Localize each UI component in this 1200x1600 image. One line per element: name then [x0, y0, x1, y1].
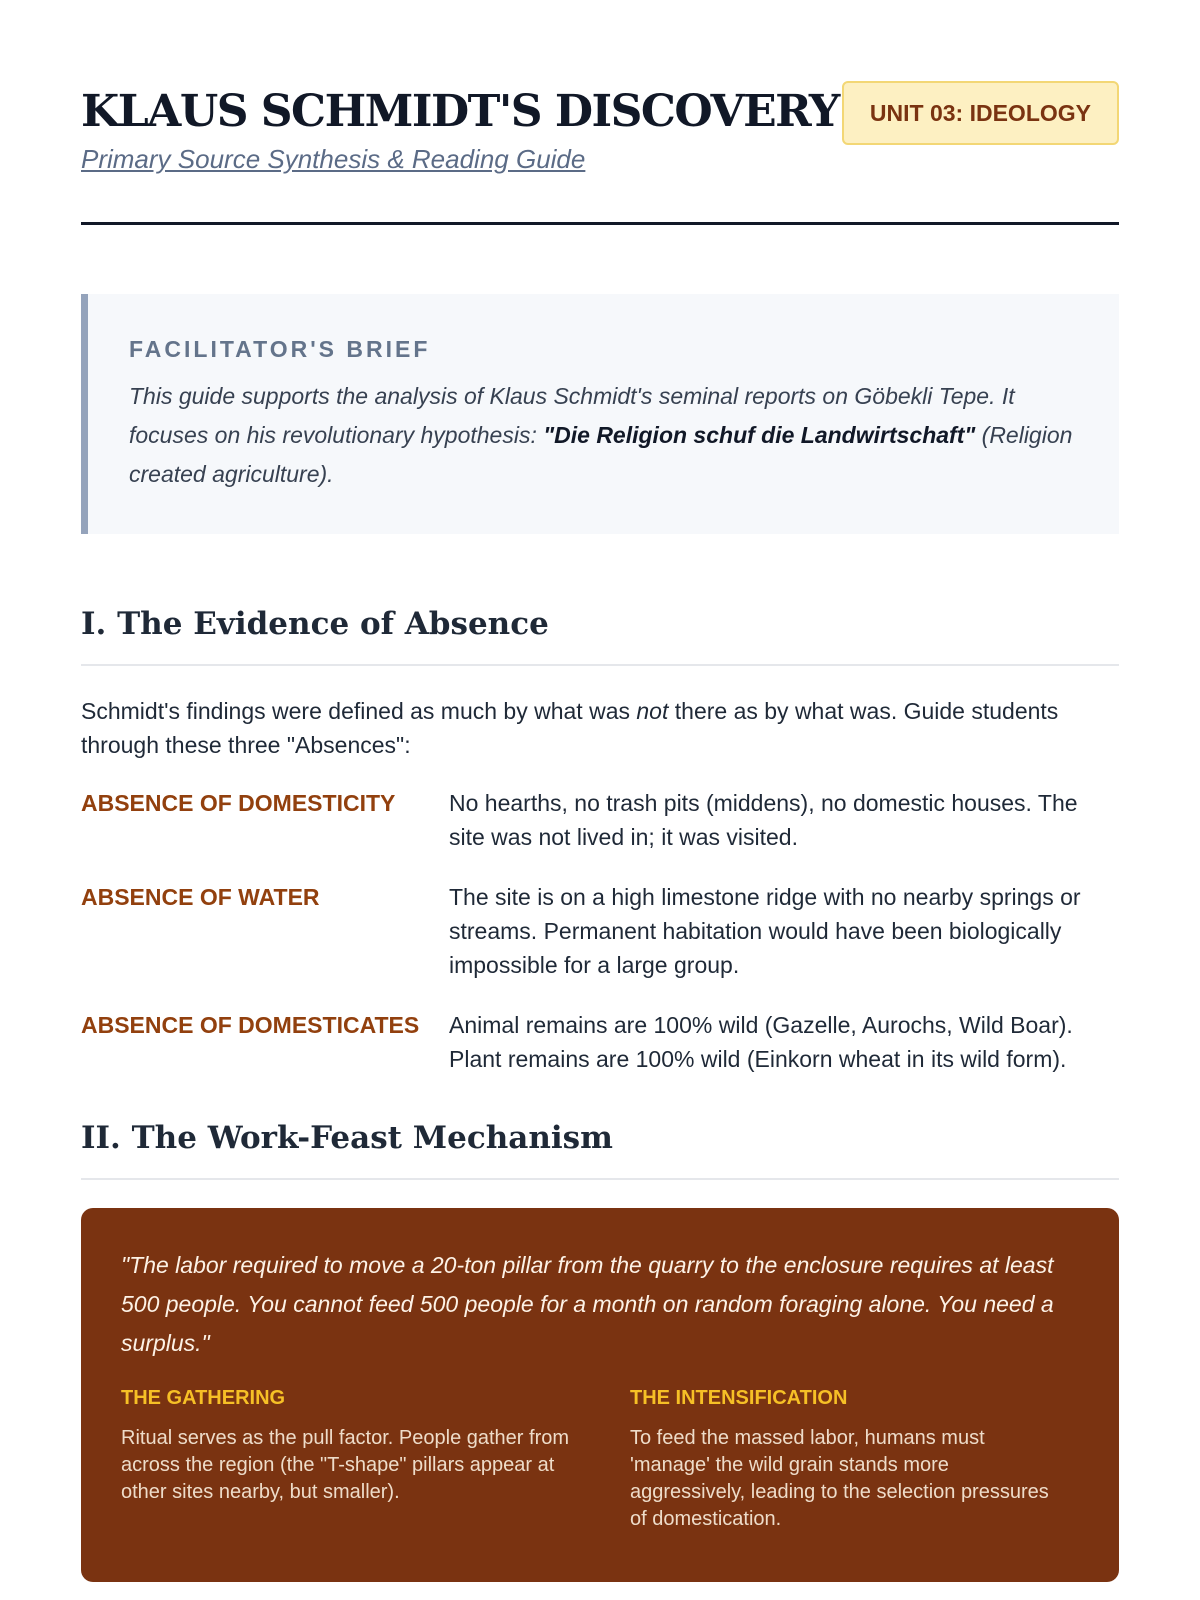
absence-item: [81, 880, 1119, 982]
absence-item: [81, 1008, 1119, 1076]
absence-description: Animal remains are 100% wild (Gazelle, Aurochs, Wild Boar). Plant remains are 100% wild (Einkorn wheat in its wild form).: [449, 1012, 1073, 1072]
mechanism-column: [121, 1385, 600, 1533]
section-title: I. The Evidence of Absence: [81, 606, 549, 642]
brief-text-before: This guide supports the analysis of Klaus Schmidt's seminal reports on Göbekli Tepe. It focuses on his revolutionary hypothesis:: [129, 383, 1015, 448]
brief-text-after: (Religion created agriculture).: [129, 422, 1073, 487]
page-subtitle: Primary Source Synthesis & Reading Guide: [81, 144, 586, 174]
column-text: To feed the massed labor, humans must 'manage' the wild grain stands more aggressively, leading to the selection pressures of domestication.: [630, 1427, 1049, 1530]
page-header: [81, 0, 1119, 222]
section-evidence-of-absence: [81, 604, 1119, 1076]
absence-term: ABSENCE OF DOMESTICATES: [81, 1012, 420, 1038]
intro-before: Schmidt's findings were defined as much by what was: [81, 698, 637, 724]
absence-description: The site is on a high limestone ridge with no nearby springs or streams. Permanent habitation would have been biologically impossible for a large group.: [449, 884, 1081, 978]
unit-badge: UNIT 03: IDEOLOGY: [842, 81, 1119, 145]
schmidt-quote: "The labor required to move a 20-ton pillar from the quarry to the enclosure requires at least 500 people. You cannot feed 500 people for a month on random foraging alone. You need a surplus.": [121, 1252, 1054, 1356]
mechanism-columns: [121, 1385, 1079, 1533]
page-title: KLAUS SCHMIDT'S DISCOVERY: [81, 86, 839, 137]
intro-emphasis: not: [636, 698, 669, 724]
absence-list: [81, 786, 1119, 1076]
brief-text: [129, 377, 1079, 494]
work-feast-card: [81, 1208, 1119, 1582]
facilitator-brief: [81, 294, 1119, 534]
column-text: Ritual serves as the pull factor. People gather from across the region (the "T-shape" pillars appear at other sites nearby, but smaller).: [121, 1427, 570, 1503]
header-divider: [81, 222, 1119, 225]
brief-hypothesis: "Die Religion schuf die Landwirtschaft": [543, 422, 976, 448]
intro-after: there as by what was. Guide students through these three "Absences":: [81, 698, 1059, 758]
column-title: THE INTENSIFICATION: [630, 1387, 848, 1409]
brief-label: FACILITATOR'S BRIEF: [129, 336, 431, 362]
absence-term: ABSENCE OF WATER: [81, 884, 320, 910]
section-divider: [81, 1178, 1119, 1180]
absence-term: ABSENCE OF DOMESTICITY: [81, 790, 396, 816]
mechanism-column: [600, 1385, 1079, 1533]
section-intro: [81, 694, 1119, 762]
section-work-feast: [81, 1118, 1119, 1582]
section-divider: [81, 664, 1119, 666]
section-title: II. The Work-Feast Mechanism: [81, 1120, 613, 1156]
absence-description: No hearths, no trash pits (middens), no domestic houses. The site was not lived in; it was visited.: [449, 790, 1078, 850]
column-title: THE GATHERING: [121, 1387, 286, 1409]
absence-item: [81, 786, 1119, 854]
